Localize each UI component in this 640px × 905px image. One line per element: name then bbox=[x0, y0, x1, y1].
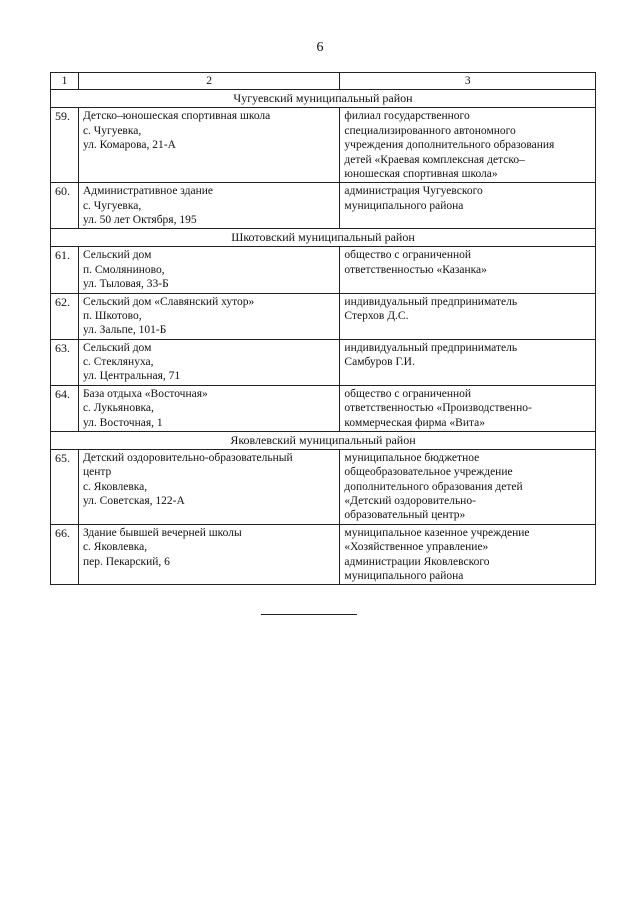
row-number: 66. bbox=[51, 524, 79, 585]
row-number: 62. bbox=[51, 293, 79, 339]
object-line: с. Лукьяновка, bbox=[82, 402, 154, 415]
end-rule bbox=[261, 614, 357, 615]
object-line: с. Яковлевка, bbox=[82, 541, 148, 554]
object-line: ул. Восточная, 1 bbox=[82, 416, 163, 429]
object-line: Детский оздоровительно-образовательный bbox=[82, 451, 293, 464]
organization-line: муниципального района bbox=[344, 569, 464, 582]
row-number: 65. bbox=[51, 449, 79, 524]
object-line: с. Яковлевка, bbox=[82, 480, 148, 493]
object-line: ул. Зальпе, 101-Б bbox=[82, 324, 167, 337]
row-number: 64. bbox=[51, 385, 79, 431]
organization-line: «Детский оздоровительно- bbox=[344, 495, 476, 507]
object-line: ул. Комарова, 21-А bbox=[82, 139, 176, 152]
section-title: Яковлевский муниципальный район bbox=[51, 431, 596, 449]
table-row bbox=[51, 183, 596, 229]
object-line: с. Чугуевка, bbox=[82, 124, 142, 137]
object-cell bbox=[78, 293, 339, 339]
object-cell bbox=[78, 449, 339, 524]
section-row bbox=[51, 90, 596, 108]
organization-cell bbox=[340, 339, 596, 385]
object-line: п. Смоляниново, bbox=[82, 263, 165, 276]
organization-line: филиал государственного bbox=[344, 110, 470, 123]
object-line: Сельский дом bbox=[82, 249, 152, 262]
object-line: центр bbox=[82, 466, 112, 479]
table-row bbox=[51, 108, 596, 183]
table-row bbox=[51, 247, 596, 293]
row-number: 59. bbox=[51, 108, 79, 183]
organization-line: общество с ограниченной bbox=[344, 387, 472, 400]
organization-line: муниципальное казенное учреждение bbox=[344, 526, 530, 539]
object-line: ул. 50 лет Октября, 195 bbox=[82, 214, 197, 226]
object-line: п. Шкотово, bbox=[82, 309, 142, 322]
organization-line: детей «Краевая комплексная детско– bbox=[344, 153, 525, 166]
organization-cell bbox=[340, 524, 596, 585]
organization-line: специализированного автономного bbox=[344, 124, 516, 137]
section-row bbox=[51, 431, 596, 449]
object-line: ул. Центральная, 71 bbox=[82, 370, 181, 383]
object-cell bbox=[78, 108, 339, 183]
object-cell bbox=[78, 339, 339, 385]
organization-line: дополнительного образования детей bbox=[344, 480, 523, 493]
page-number: 6 bbox=[316, 40, 324, 55]
section-title: Шкотовский муниципальный район bbox=[51, 229, 596, 247]
table-row bbox=[51, 339, 596, 385]
organization-cell bbox=[340, 293, 596, 339]
column-header-3: 3 bbox=[340, 73, 596, 90]
object-cell bbox=[78, 183, 339, 229]
organization-line: Стерхов Д.С. bbox=[344, 309, 409, 322]
organization-line: учреждения дополнительного образования bbox=[344, 139, 555, 152]
organization-line: индивидуальный предприниматель bbox=[344, 341, 518, 354]
organization-cell bbox=[340, 108, 596, 183]
object-line: Сельский дом bbox=[82, 341, 152, 354]
table-row bbox=[51, 449, 596, 524]
organization-cell bbox=[340, 385, 596, 431]
column-number-row bbox=[51, 73, 596, 90]
organization-line: коммерческая фирма «Вита» bbox=[344, 416, 485, 429]
organization-cell bbox=[340, 183, 596, 229]
table-row bbox=[51, 293, 596, 339]
object-cell bbox=[78, 247, 339, 293]
object-line: Детско–юношеская спортивная школа bbox=[82, 110, 271, 123]
organization-line: ответственностью «Казанка» bbox=[344, 263, 487, 276]
organization-line: общеобразовательное учреждение bbox=[344, 466, 513, 479]
organization-line: Самбуров Г.И. bbox=[344, 356, 415, 368]
object-line: Здание бывшей вечерней школы bbox=[82, 526, 242, 539]
organization-line: «Хозяйственное управление» bbox=[344, 541, 489, 554]
table-body bbox=[51, 90, 596, 585]
object-line: ул. Тыловая, 33-Б bbox=[82, 278, 169, 291]
column-header-1: 1 bbox=[51, 73, 79, 90]
row-number: 60. bbox=[51, 183, 79, 229]
organization-line: муниципального района bbox=[344, 199, 464, 212]
organization-cell bbox=[340, 247, 596, 293]
object-line: пер. Пекарский, 6 bbox=[82, 555, 170, 568]
section-title: Чугуевский муниципальный район bbox=[51, 90, 596, 108]
object-line: с. Чугуевка, bbox=[82, 199, 142, 212]
organization-cell bbox=[340, 449, 596, 524]
section-row bbox=[51, 229, 596, 247]
object-cell bbox=[78, 385, 339, 431]
objects-table bbox=[50, 72, 596, 585]
organization-line: юношеская спортивная школа» bbox=[344, 167, 498, 180]
table-row bbox=[51, 524, 596, 585]
row-number: 61. bbox=[51, 247, 79, 293]
object-line: с. Стеклянуха, bbox=[82, 356, 154, 368]
object-line: Административное здание bbox=[82, 185, 213, 198]
object-line: База отдыха «Восточная» bbox=[82, 387, 208, 400]
organization-line: администрация Чугуевского bbox=[344, 185, 483, 198]
organization-line: образовательный центр» bbox=[344, 509, 466, 522]
organization-line: ответственностью «Производственно- bbox=[344, 402, 532, 415]
object-cell bbox=[78, 524, 339, 585]
object-line: ул. Советская, 122-А bbox=[82, 495, 185, 507]
organization-line: общество с ограниченной bbox=[344, 249, 472, 262]
organization-line: индивидуальный предприниматель bbox=[344, 295, 518, 308]
table-row bbox=[51, 385, 596, 431]
object-line: Сельский дом «Славянский хутор» bbox=[82, 295, 255, 308]
row-number: 63. bbox=[51, 339, 79, 385]
organization-line: муниципальное бюджетное bbox=[344, 451, 480, 464]
organization-line: администрации Яковлевского bbox=[344, 555, 490, 568]
column-header-2: 2 bbox=[78, 73, 339, 90]
